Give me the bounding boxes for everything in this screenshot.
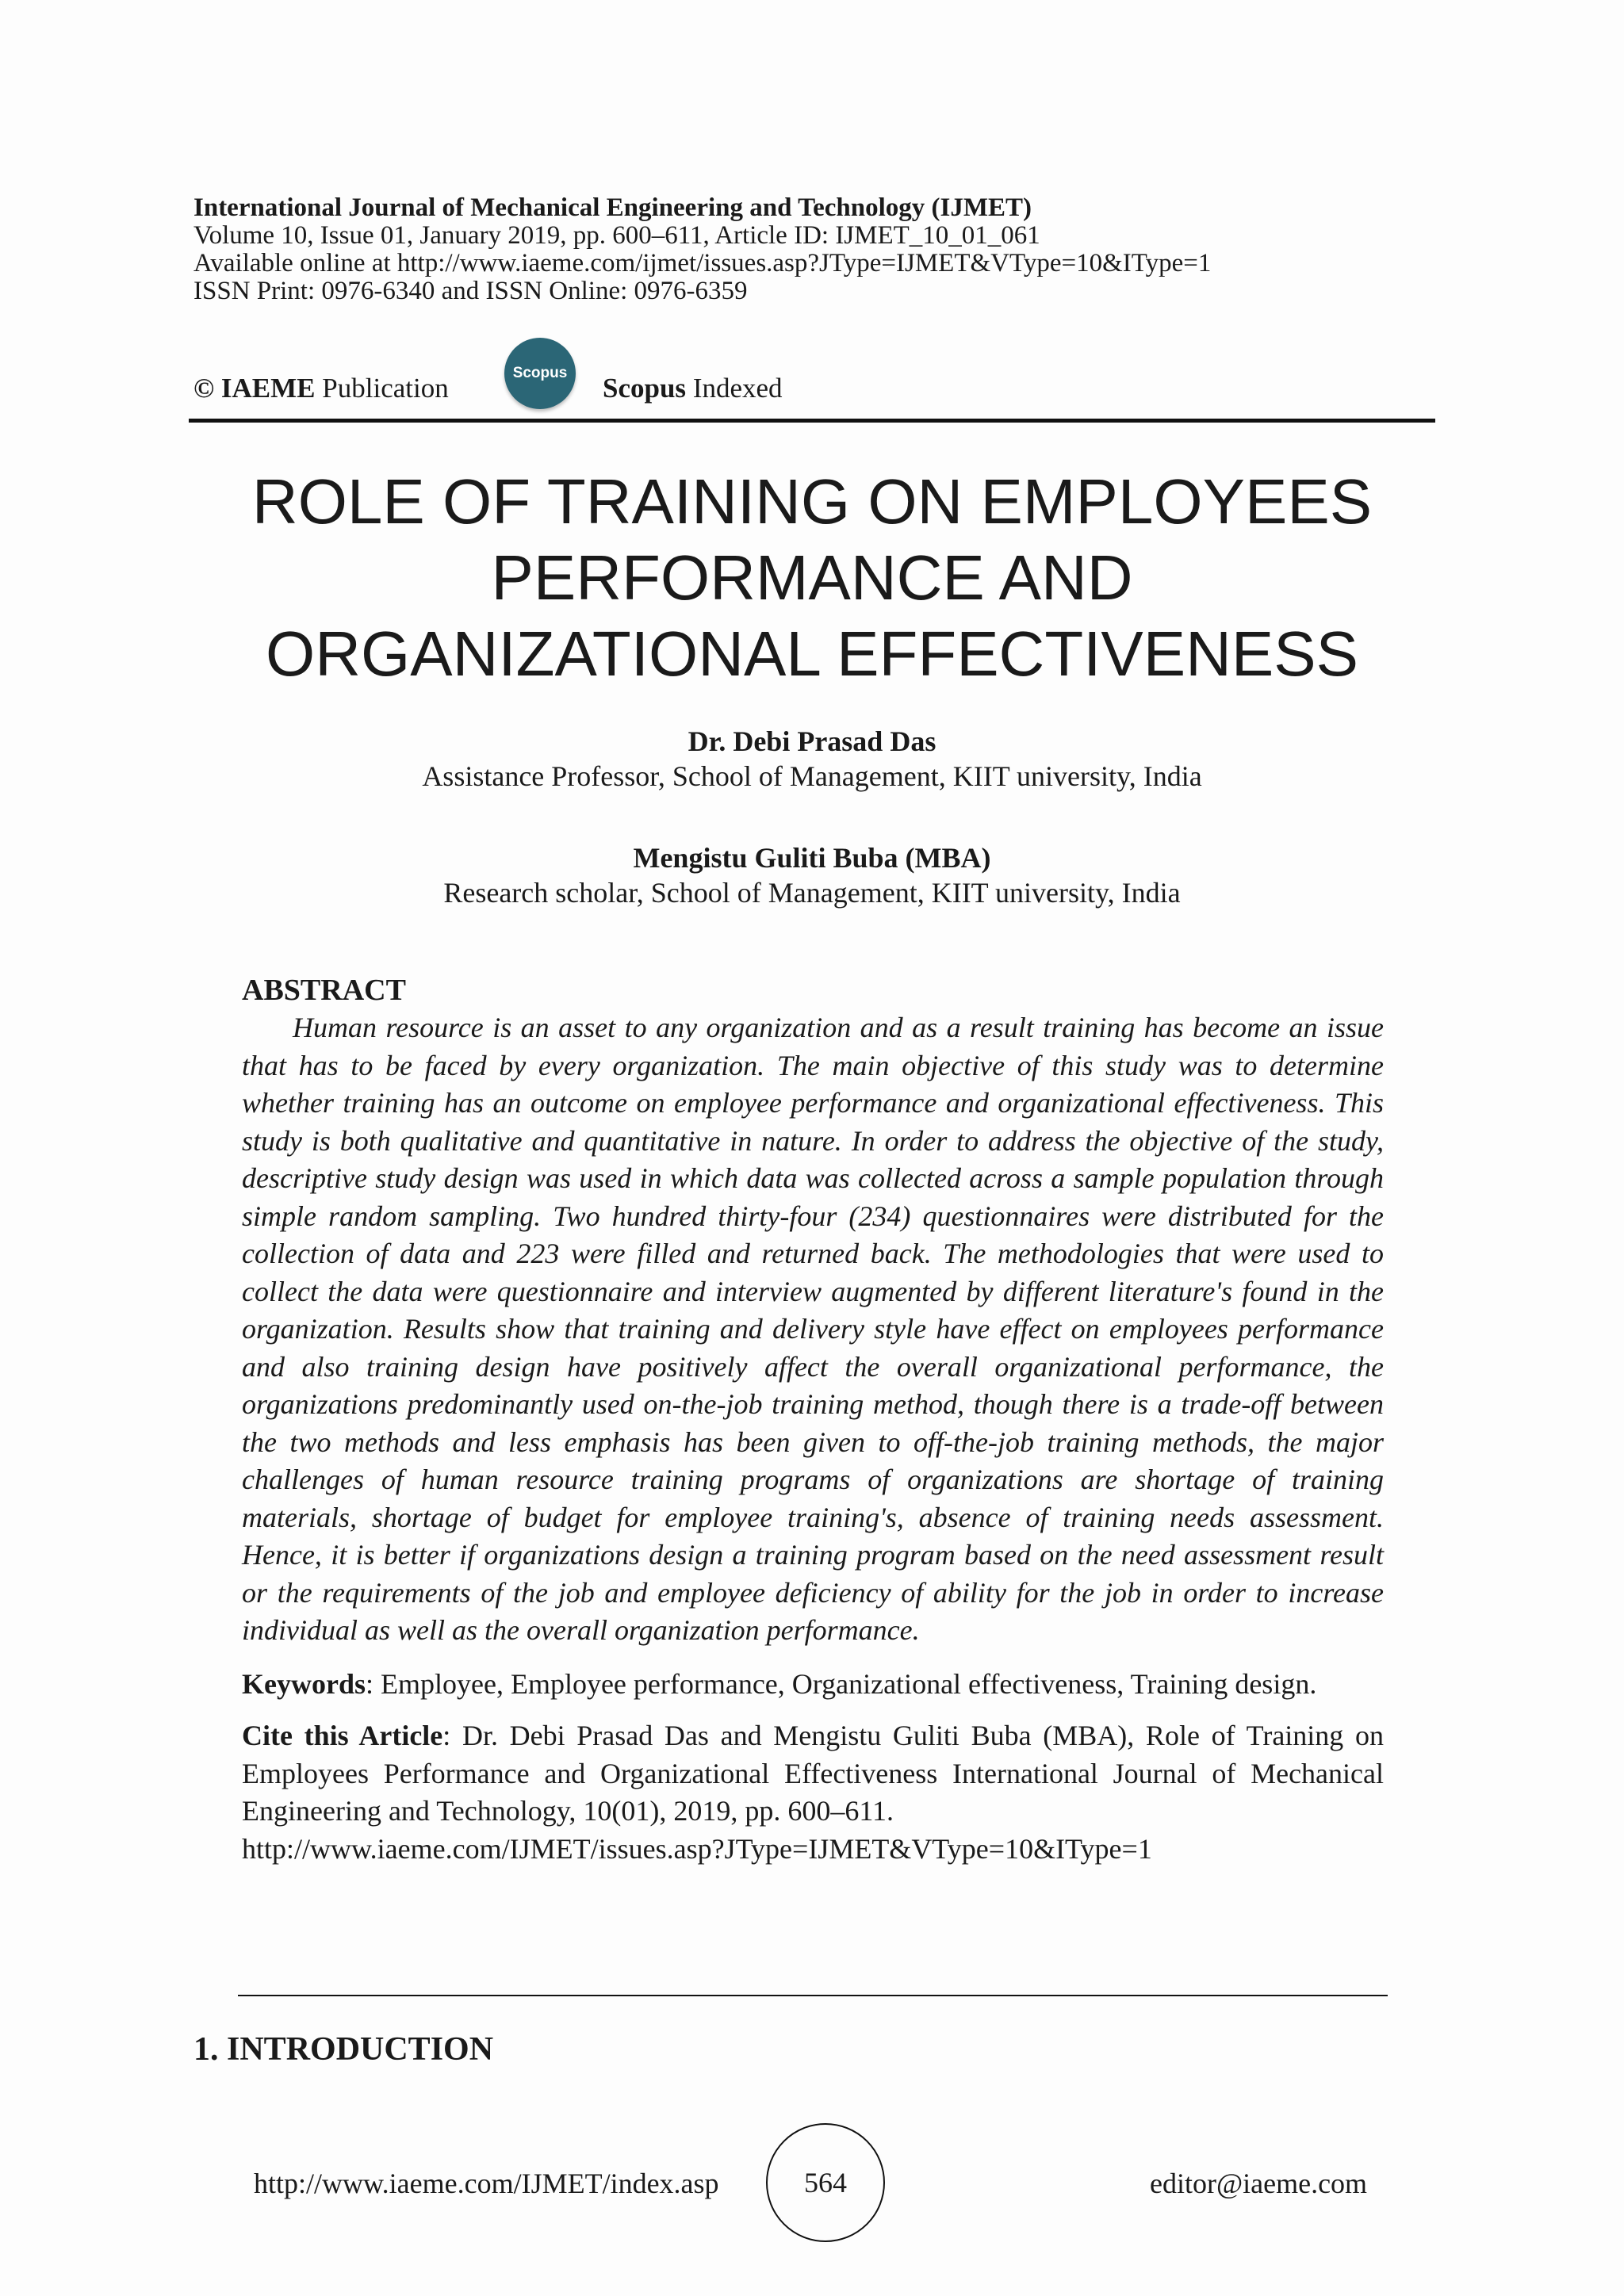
paper-title bbox=[143, 464, 1481, 692]
abstract-section bbox=[242, 971, 1384, 1868]
citation-divider bbox=[238, 1995, 1388, 1996]
keywords-text: : Employee, Employee performance, Organizational effectiveness, Training design. bbox=[366, 1667, 1317, 1700]
author-affiliation: Research scholar, School of Management, KIIT university, India bbox=[443, 877, 1181, 909]
indexed-label: Indexed bbox=[692, 373, 783, 404]
cite-text: : Dr. Debi Prasad Das and Mengistu Guliti Buba (MBA), Role of Training on Employees Performance and Organizational Effectiveness International Journal of Mechanical Engineering and Technology, 10(01), 2019, pp. 600–611. bbox=[242, 1720, 1384, 1827]
publisher-credit bbox=[193, 373, 449, 404]
journal-header bbox=[193, 194, 1438, 305]
scopus-badge-text: Scopus bbox=[512, 365, 568, 381]
author-affiliation: Assistance Professor, School of Management, KIIT university, India bbox=[422, 760, 1202, 792]
author-block bbox=[159, 724, 1465, 794]
publisher-name: IAEME bbox=[220, 373, 316, 404]
scopus-logo-icon bbox=[504, 338, 576, 409]
keywords bbox=[242, 1666, 1384, 1704]
footer-url[interactable]: http://www.iaeme.com/IJMET/index.asp bbox=[254, 2168, 719, 2199]
author-name: Dr. Debi Prasad Das bbox=[688, 725, 936, 757]
abstract-text: Human resource is an asset to any organization and as a result training has become an issue that has to be faced by every organization. The main objective of this study was to determine whether training has an outcome on employee performance and organizational effectiveness. This study is both qualitative and quantitative in nature. In order to address the objective of the study, descriptive study design was used in which data was collected across a sample population through simple random sampling. Two hundred thirty-four (234) questionnaires were distributed for the collection of data and 223 were filled and returned back. The methodologies that were used to collect the data were questionnaire and interview augmented by different literature's found in the organization. Results show that training and delivery style have effect on employees performance and also training design have positively affect the overall organizational performance, the organizations predominantly used on-the-job training method, though there is a trade-off between the two methods and less emphasis has been given to off-the-job training methods, the major challenges of human resource training programs of organizations are shortage of training materials, shortage of budget for employee training's, absence of training needs assessment. Hence, it is better if organizations design a training program based on the need assessment result or the requirements of the job and employee deficiency of ability for the job in order to increase individual as well as the overall organization performance. bbox=[242, 1012, 1384, 1646]
copyright-symbol: © bbox=[193, 373, 215, 404]
abstract-heading: ABSTRACT bbox=[242, 974, 406, 1007]
title-line: ROLE OF TRAINING ON EMPLOYEES bbox=[251, 466, 1373, 537]
cite-url[interactable]: http://www.iaeme.com/IJMET/issues.asp?JType=IJMET&VType=10&IType=1 bbox=[242, 1832, 1152, 1865]
header-divider bbox=[189, 419, 1435, 423]
cite-label: Cite this Article bbox=[242, 1720, 443, 1751]
section-heading: 1. INTRODUCTION bbox=[193, 2031, 494, 2068]
footer-email[interactable]: editor@iaeme.com bbox=[1150, 2168, 1368, 2199]
publisher-publication: Publication bbox=[322, 373, 449, 404]
citation bbox=[242, 1717, 1384, 1868]
volume-info: Volume 10, Issue 01, January 2019, pp. 600–611, Article ID: IJMET_10_01_061 bbox=[193, 221, 1040, 250]
journal-name: International Journal of Mechanical Engineering and Technology (IJMET) bbox=[193, 193, 1032, 222]
issn-info: ISSN Print: 0976-6340 and ISSN Online: 0976-6359 bbox=[193, 277, 748, 305]
scopus-label: Scopus bbox=[603, 373, 687, 404]
page-number bbox=[766, 2123, 885, 2242]
author-block bbox=[159, 840, 1465, 910]
title-line: PERFORMANCE AND bbox=[491, 542, 1133, 613]
page-number-text: 564 bbox=[804, 2167, 847, 2198]
author-name: Mengistu Guliti Buba (MBA) bbox=[633, 842, 991, 874]
scopus-indexed bbox=[603, 373, 783, 404]
availability-url[interactable]: Available online at http://www.iaeme.com/ijmet/issues.asp?JType=IJMET&VType=10&IType=1 bbox=[193, 249, 1212, 277]
keywords-label: Keywords bbox=[242, 1667, 366, 1700]
title-line: ORGANIZATIONAL EFFECTIVENESS bbox=[266, 618, 1358, 689]
